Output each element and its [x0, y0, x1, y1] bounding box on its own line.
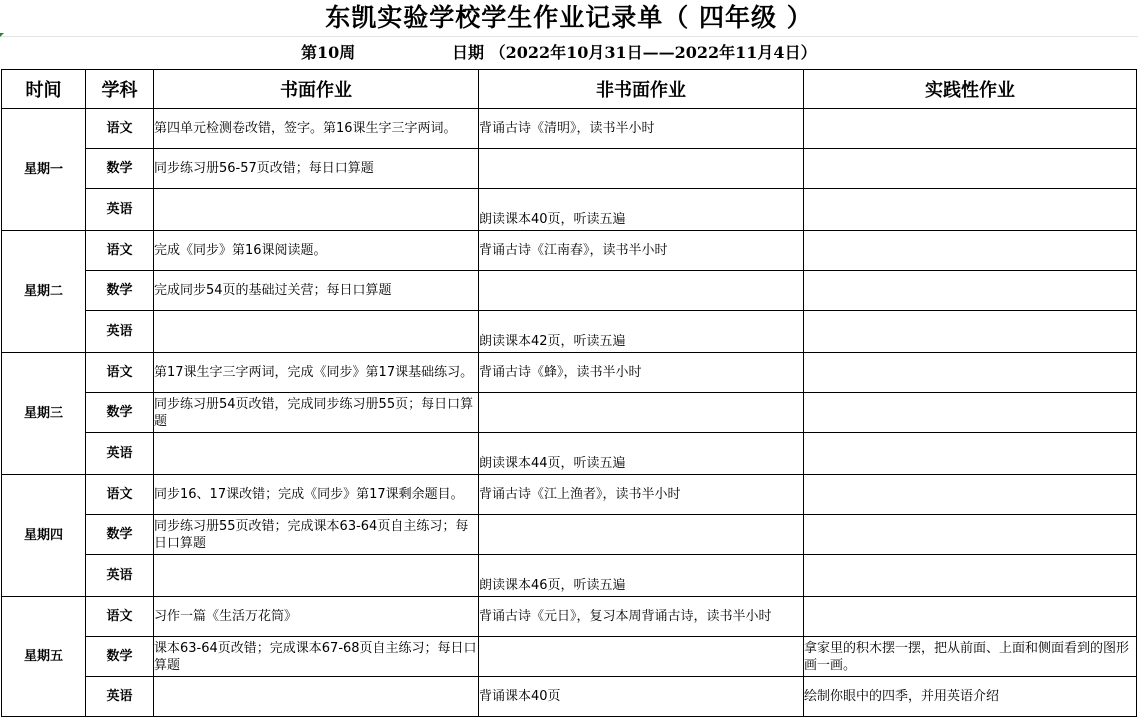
practical-cell[interactable] [804, 393, 1137, 433]
table-row [2, 433, 1137, 475]
table-row [2, 515, 1137, 555]
non-written-cell[interactable] [479, 393, 804, 433]
table-row [2, 271, 1137, 311]
written-cell[interactable]: 习作一篇《生活万花筒》 [154, 597, 479, 637]
practical-cell[interactable] [804, 311, 1137, 353]
non-written-cell[interactable]: 背诵课本40页 [479, 677, 804, 717]
subject-cell[interactable]: 英语 [86, 677, 154, 717]
practical-cell[interactable]: 绘制你眼中的四季，并用英语介绍 [804, 677, 1137, 717]
non-written-cell[interactable]: 背诵古诗《江南春》，读书半小时 [479, 231, 804, 271]
practical-cell[interactable]: 拿家里的积木摆一摆，把从前面、上面和侧面看到的图形画一画。 [804, 637, 1137, 677]
table-row [2, 393, 1137, 433]
written-cell[interactable] [154, 555, 479, 597]
practical-cell[interactable] [804, 353, 1137, 393]
subject-cell[interactable]: 英语 [86, 311, 154, 353]
subject-cell[interactable]: 语文 [86, 597, 154, 637]
practical-cell[interactable] [804, 515, 1137, 555]
non-written-cell[interactable] [479, 515, 804, 555]
written-cell[interactable]: 同步练习册55页改错；完成课本63-64页自主练习；每日口算题 [154, 515, 479, 555]
header-written[interactable]: 书面作业 [154, 70, 479, 109]
written-cell[interactable]: 同步练习册56-57页改错；每日口算题 [154, 149, 479, 189]
practical-cell[interactable] [804, 597, 1137, 637]
written-cell[interactable]: 第17课生字三字两词，完成《同步》第17课基础练习。 [154, 353, 479, 393]
written-cell[interactable]: 课本63-64页改错；完成课本67-68页自主练习；每日口算题 [154, 637, 479, 677]
page-title: 东凯实验学校学生作业记录单（ 四年级 ） [325, 3, 813, 32]
subject-cell[interactable]: 语文 [86, 231, 154, 271]
subject-cell[interactable]: 英语 [86, 189, 154, 231]
non-written-cell[interactable]: 朗读课本44页，听读五遍 [479, 433, 804, 475]
non-written-cell[interactable]: 朗读课本40页，听读五遍 [479, 189, 804, 231]
practical-cell[interactable] [804, 149, 1137, 189]
practical-cell[interactable] [804, 189, 1137, 231]
subject-cell[interactable]: 数学 [86, 515, 154, 555]
non-written-cell[interactable]: 背诵古诗《江上渔者》，读书半小时 [479, 475, 804, 515]
written-cell[interactable] [154, 311, 479, 353]
subject-cell[interactable]: 数学 [86, 393, 154, 433]
subject-cell[interactable]: 数学 [86, 149, 154, 189]
table-row [2, 311, 1137, 353]
subject-cell[interactable]: 语文 [86, 475, 154, 515]
written-cell[interactable] [154, 677, 479, 717]
day-cell-friday[interactable]: 星期五 [2, 597, 86, 717]
non-written-cell[interactable]: 朗读课本42页，听读五遍 [479, 311, 804, 353]
table-row [2, 231, 1137, 271]
day-cell-thursday[interactable]: 星期四 [2, 475, 86, 597]
subject-cell[interactable]: 英语 [86, 433, 154, 475]
practical-cell[interactable] [804, 109, 1137, 149]
table-row [2, 637, 1137, 677]
subject-cell[interactable]: 语文 [86, 109, 154, 149]
week-label: 第10周 [301, 43, 356, 62]
table-row [2, 677, 1137, 717]
written-cell[interactable]: 同步16、17课改错；完成《同步》第17课剩余题目。 [154, 475, 479, 515]
practical-cell[interactable] [804, 433, 1137, 475]
non-written-cell[interactable] [479, 149, 804, 189]
table-row [2, 189, 1137, 231]
table-row [2, 597, 1137, 637]
table-row [2, 353, 1137, 393]
header-time[interactable]: 时间 [2, 70, 86, 109]
practical-cell[interactable] [804, 271, 1137, 311]
practical-cell[interactable] [804, 555, 1137, 597]
subject-cell[interactable]: 数学 [86, 271, 154, 311]
written-cell[interactable]: 第四单元检测卷改错，签字。第16课生字三字两词。 [154, 109, 479, 149]
header-row [2, 70, 1137, 109]
table-row [2, 555, 1137, 597]
table-row [2, 149, 1137, 189]
non-written-cell[interactable]: 背诵古诗《清明》，读书半小时 [479, 109, 804, 149]
subject-cell[interactable]: 英语 [86, 555, 154, 597]
header-non-written[interactable]: 非书面作业 [479, 70, 804, 109]
written-cell[interactable] [154, 189, 479, 231]
day-cell-wednesday[interactable]: 星期三 [2, 353, 86, 475]
written-cell[interactable]: 同步练习册54页改错，完成同步练习册55页；每日口算题 [154, 393, 479, 433]
written-cell[interactable]: 完成《同步》第16课阅读题。 [154, 231, 479, 271]
practical-cell[interactable] [804, 475, 1137, 515]
date-range-label: 日期 （2022年10月31日——2022年11月4日） [452, 43, 817, 62]
non-written-cell[interactable] [479, 637, 804, 677]
day-cell-tuesday[interactable]: 星期二 [2, 231, 86, 353]
practical-cell[interactable] [804, 231, 1137, 271]
homework-table [1, 69, 1137, 717]
header-practical[interactable]: 实践性作业 [804, 70, 1137, 109]
subject-cell[interactable]: 语文 [86, 353, 154, 393]
written-cell[interactable] [154, 433, 479, 475]
non-written-cell[interactable]: 背诵古诗《元日》，复习本周背诵古诗，读书半小时 [479, 597, 804, 637]
subtitle-row [0, 37, 1138, 69]
non-written-cell[interactable]: 朗读课本46页，听读五遍 [479, 555, 804, 597]
table-row [2, 475, 1137, 515]
non-written-cell[interactable]: 背诵古诗《蜂》，读书半小时 [479, 353, 804, 393]
table-row [2, 109, 1137, 149]
subject-cell[interactable]: 数学 [86, 637, 154, 677]
day-cell-monday[interactable]: 星期一 [2, 109, 86, 231]
non-written-cell[interactable] [479, 271, 804, 311]
written-cell[interactable]: 完成同步54页的基础过关营；每日口算题 [154, 271, 479, 311]
header-subject[interactable]: 学科 [86, 70, 154, 109]
